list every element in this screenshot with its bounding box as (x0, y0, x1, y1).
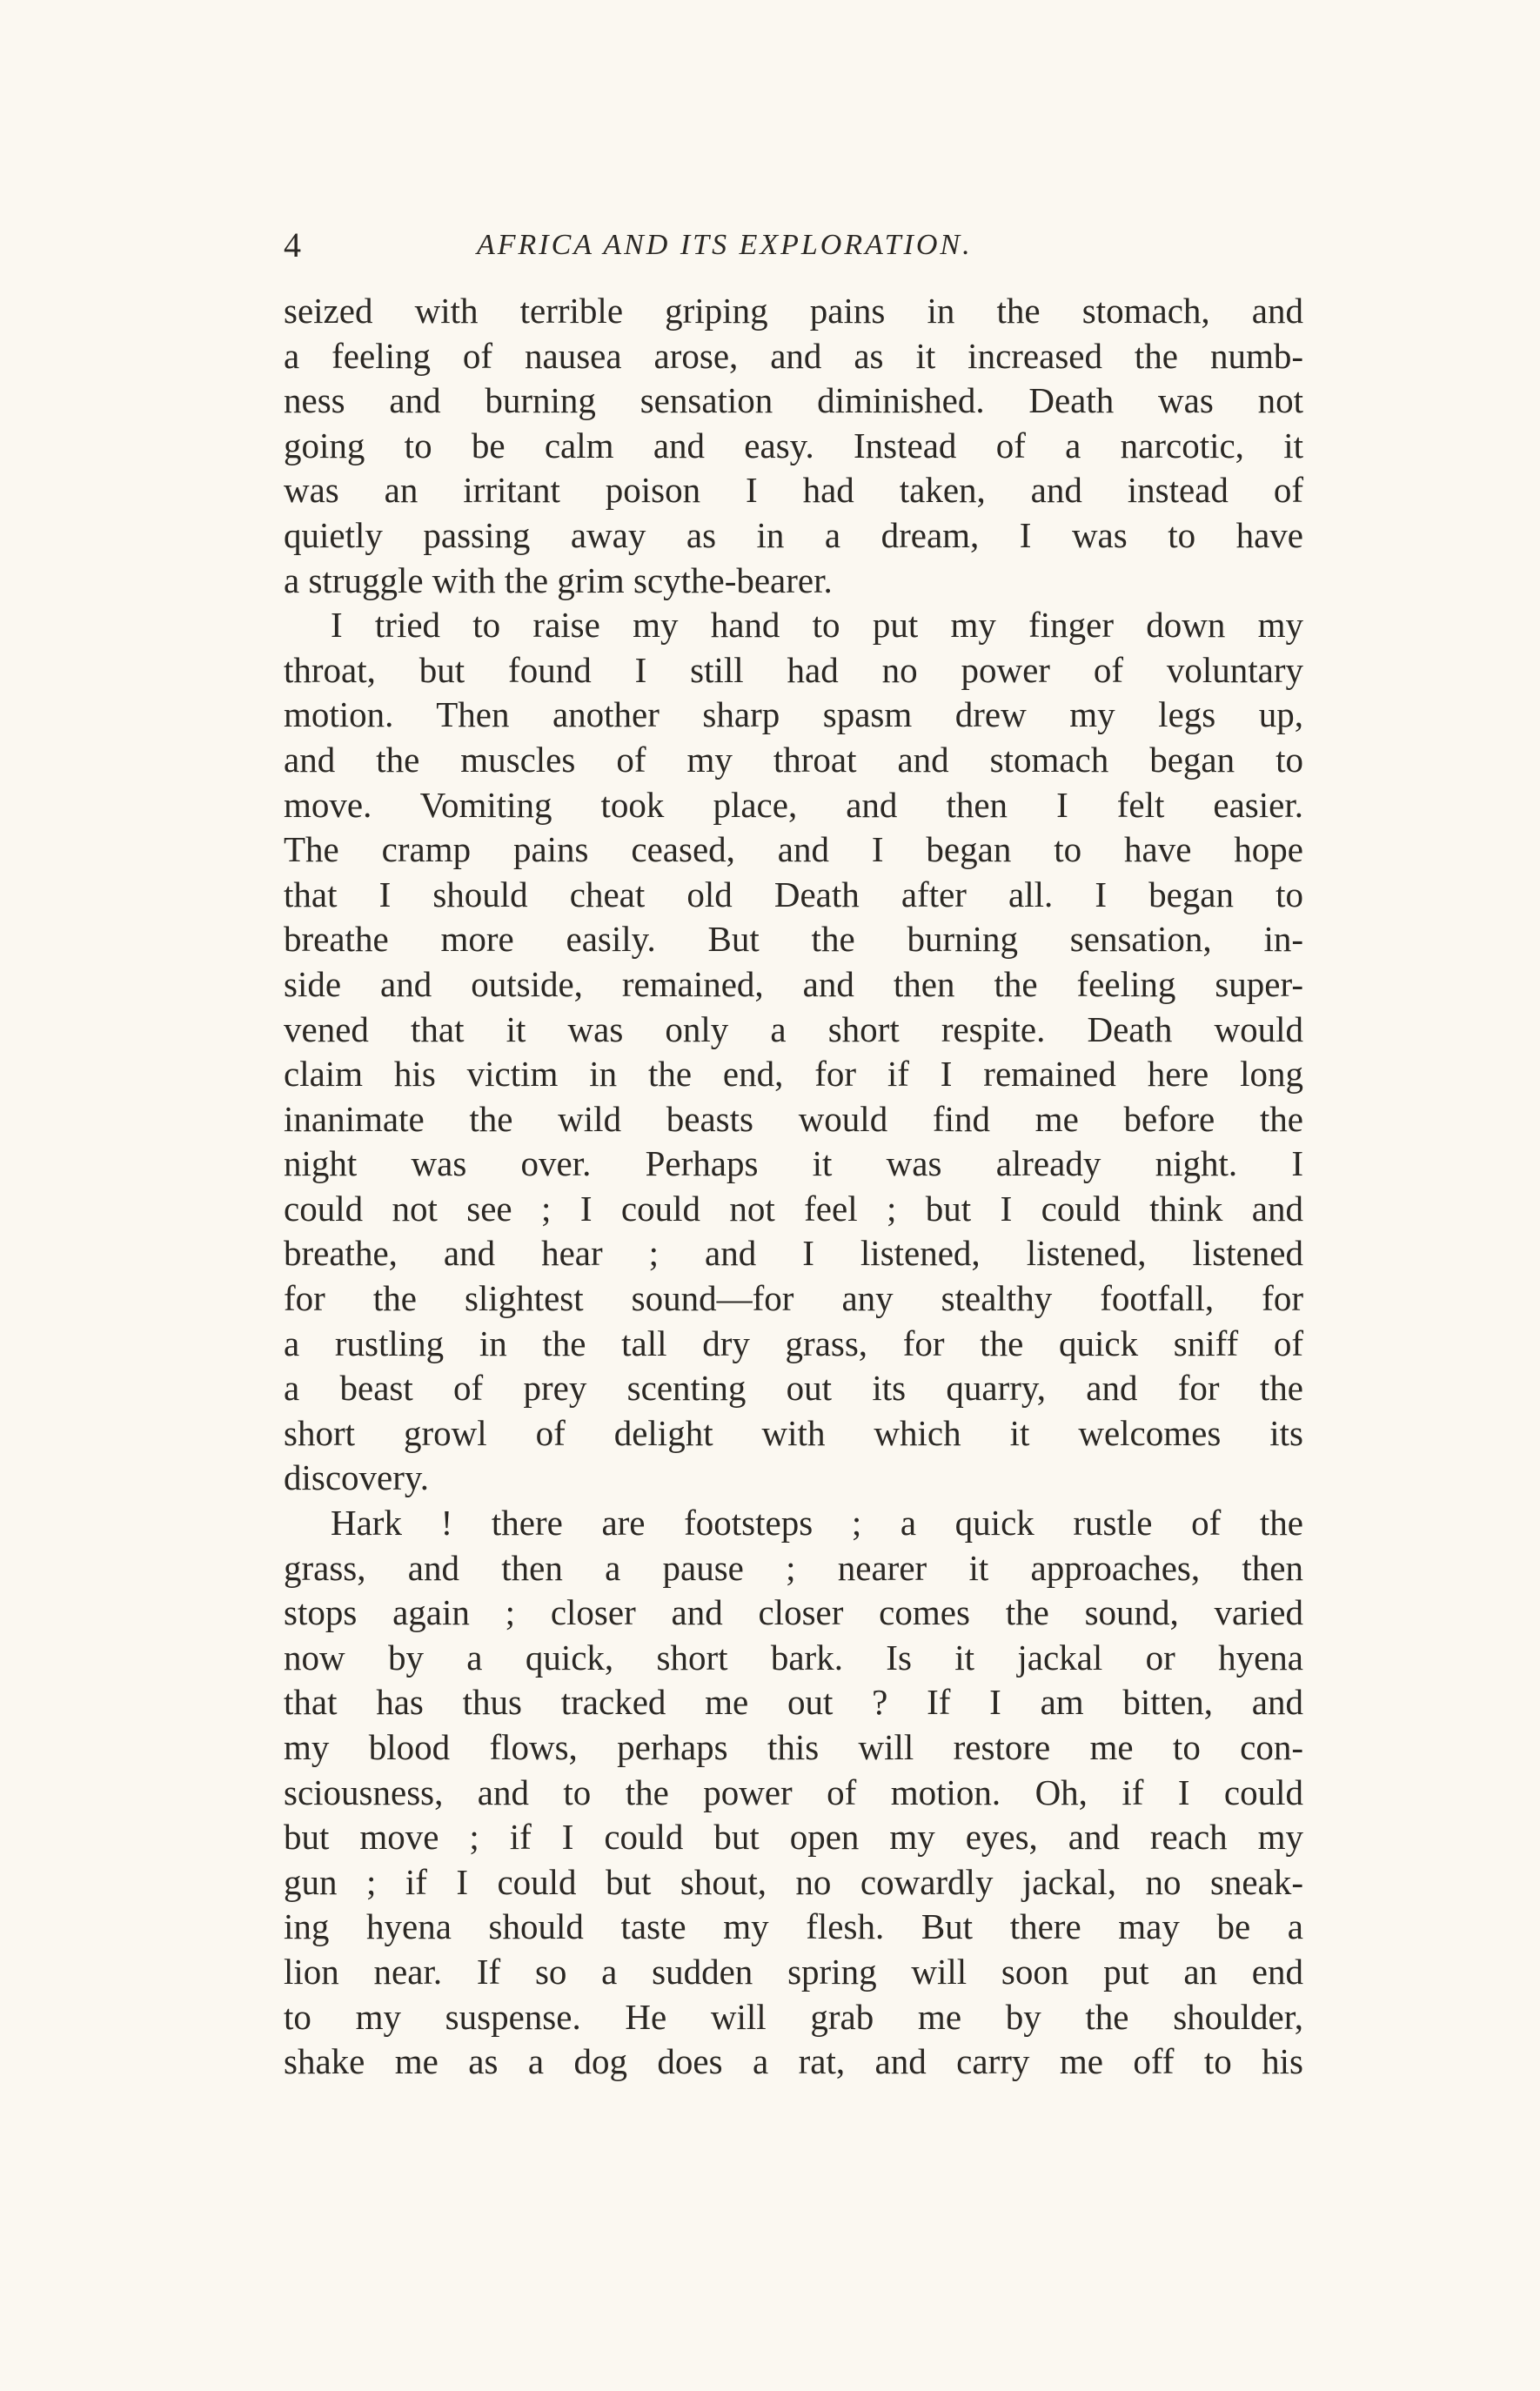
text-line: sciousness, and to the power of motion. Oh, if I could (284, 1771, 1303, 1812)
text-line: gun ; if I could but shout, no cowardly jackal, no sneak- (284, 1861, 1303, 1902)
text-line: a beast of prey scenting out its quarry, and for the (284, 1368, 1303, 1409)
text-line: side and outside, remained, and then the feeling super- (284, 963, 1303, 1004)
text-line: lion near. If so a sudden spring will soon put an end (284, 1951, 1303, 1992)
text-line: night was over. Perhaps it was already night. I (284, 1143, 1303, 1184)
text-line: and the muscles of my throat and stomach began to (284, 739, 1303, 780)
text-line: breathe, and hear ; and I listened, listened, listened (284, 1233, 1303, 1274)
page-header (284, 219, 1302, 271)
text-line: was an irritant poison I had taken, and instead of (284, 470, 1303, 511)
body-text (284, 289, 1303, 2085)
running-head: AFRICA AND ITS EXPLORATION. (477, 229, 973, 261)
text-line: but move ; if I could but open my eyes, and reach my (284, 1817, 1303, 1858)
text-line: motion. Then another sharp spasm drew my legs up, (284, 694, 1303, 735)
text-line: stops again ; closer and closer comes the sound, varied (284, 1592, 1303, 1633)
text-line: I tried to raise my hand to put my finger down my (331, 605, 1303, 646)
text-line: grass, and then a pause ; nearer it approaches, then (284, 1547, 1303, 1588)
page-number: 4 (284, 225, 301, 265)
text-line: Hark ! there are footsteps ; a quick rustle of the (331, 1503, 1303, 1544)
text-line: to my suspense. He will grab me by the shoulder, (284, 1996, 1303, 2037)
text-line: quietly passing away as in a dream, I was to have (284, 514, 1303, 555)
text-line: short growl of delight with which it welcomes its (284, 1412, 1303, 1453)
text-line: ness and burning sensation diminished. Death was not (284, 380, 1303, 421)
text-line: a struggle with the grim scythe-bearer. (284, 559, 833, 600)
text-line: a rustling in the tall dry grass, for the quick sniff of (284, 1323, 1303, 1363)
text-line: that has thus tracked me out ? If I am bitten, and (284, 1682, 1303, 1723)
text-line: inanimate the wild beasts would find me before the (284, 1098, 1303, 1139)
text-line: vened that it was only a short respite. Death would (284, 1008, 1303, 1049)
text-line: discovery. (284, 1457, 429, 1498)
text-line: move. Vomiting took place, and then I felt easier. (284, 784, 1303, 825)
text-line: ing hyena should taste my flesh. But there may be a (284, 1906, 1303, 1947)
text-line: could not see ; I could not feel ; but I could think and (284, 1188, 1303, 1229)
text-line: now by a quick, short bark. Is it jackal or hyena (284, 1637, 1303, 1678)
text-line: going to be calm and easy. Instead of a narcotic, it (284, 425, 1303, 465)
text-line: breathe more easily. But the burning sensation, in- (284, 919, 1303, 960)
text-line: claim his victim in the end, for if I remained here long (284, 1054, 1303, 1095)
text-line: seized with terrible griping pains in the stomach, and (284, 291, 1303, 331)
text-line: that I should cheat old Death after all. I began to (284, 874, 1303, 914)
text-line: shake me as a dog does a rat, and carry me off to his (284, 2041, 1303, 2082)
text-line: a feeling of nausea arose, and as it increased the numb- (284, 335, 1303, 376)
text-line: The cramp pains ceased, and I began to have hope (284, 829, 1303, 870)
text-line: for the slightest sound—for any stealthy footfall, for (284, 1278, 1303, 1319)
text-line: my blood flows, perhaps this will restore me to con- (284, 1727, 1303, 1767)
text-line: throat, but found I still had no power of voluntary (284, 649, 1303, 690)
